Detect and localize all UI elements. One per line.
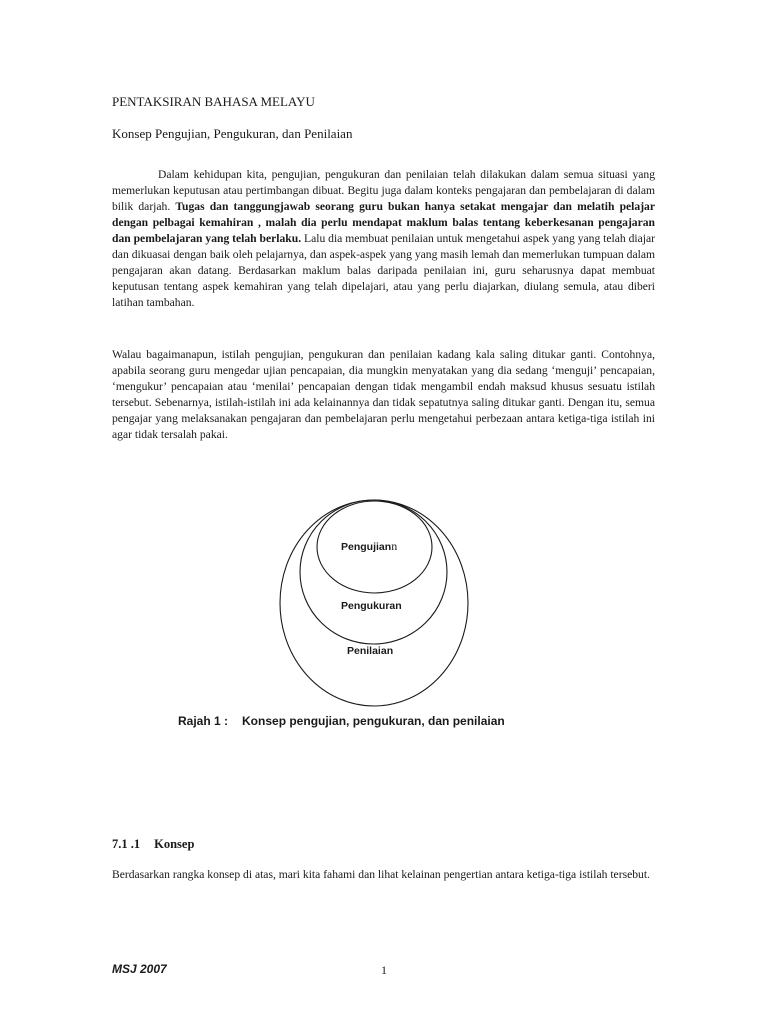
- label-pengujian-text: Pengujian: [341, 541, 392, 553]
- paragraph-concept: Berdasarkan rangka konsep di atas, mari kita fahami dan lihat kelainan pengertian antara ketiga-tiga istilah tersebut.: [112, 868, 650, 881]
- footer-label: MSJ 2007: [112, 962, 167, 976]
- section-number: 7.1 .1: [112, 837, 141, 851]
- paragraph-intro-text-a: Dalam kehidupan kita, pengujian, pengukuran dan penilaian telah dilakukan dalam semua situasi yang memerlukan keputusan atau pertimbangan dibuat. Begitu juga dalam konteks pengajaran dan pembelajaran di dalam bilik darjah.: [112, 168, 655, 214]
- middle-circle-pengukuran: [300, 500, 447, 644]
- label-pengukuran: Pengukuran: [341, 600, 402, 612]
- label-pengujian: [341, 539, 397, 554]
- paragraph-intro-text-b: Lalu dia membuat penilaian untuk mengetahui aspek yang yang telah diajar dan dikuasai dengan baik oleh pelajarnya, dan aspek-aspek yang yang masih lemah dan memerlukan tumpuan dalam pengajaran akan datang. Berdasarkan maklum balas daripada penilaian ini, guru seharusnya dapat membuat keputusan tentang aspek kemahiran yang telah dipelajari, atau yang perlu diajarkan, diulang semula, atau diberi latihan tambahan.: [112, 232, 655, 310]
- concept-diagram: [270, 495, 480, 710]
- paragraph-terms: Walau bagaimanapun, istilah pengujian, pengukuran dan penilaian kadang kala saling ditukar ganti. Contohnya, apabila seorang guru mengedar ujian pencapaian, dia mungkin menyatakan yang dia sedang ‘menguji’ pencapaian, ‘mengukur’ pencapaian atau ‘menilai’ pencapaian dengan tidak mengambil endah maksud khusus sesuatu istilah tersebut. Sebenarnya, istilah-istilah ini ada kelainannya dan tidak sepatutnya saling ditukar ganti. Dengan itu, semua pengajar yang melaksanakan pengajaran dan pembelajaran perlu mengetahui perbezaan antara ketiga-tiga istilah ini agar tidak tersalah pakai.: [112, 348, 655, 442]
- paragraph-intro-bold: Tugas dan tanggungjawab seorang guru bukan hanya setakat mengajar dan melatih pelajar dengan pelbagai kemahiran , malah dia perlu mendapat maklum balas tentang keberkesanan pengajaran dan pembelajaran yang telah berlaku.: [112, 200, 655, 246]
- label-penilaian: Penilaian: [347, 645, 394, 657]
- document-subtitle: Konsep Pengujian, Pengukuran, dan Penilaian: [112, 126, 353, 141]
- document-title: PENTAKSIRAN BAHASA MELAYU: [112, 94, 315, 109]
- section-title: Konsep: [154, 837, 195, 851]
- paragraph-intro: [112, 167, 655, 311]
- label-pengujian-suffix: n: [391, 539, 398, 553]
- section-heading: [112, 837, 194, 852]
- caption-prefix: Rajah 1 :: [178, 714, 229, 728]
- caption-text: Konsep pengujian, pengukuran, dan penilaian: [242, 714, 505, 728]
- figure-caption: [178, 714, 505, 728]
- page-number: 1: [381, 963, 387, 977]
